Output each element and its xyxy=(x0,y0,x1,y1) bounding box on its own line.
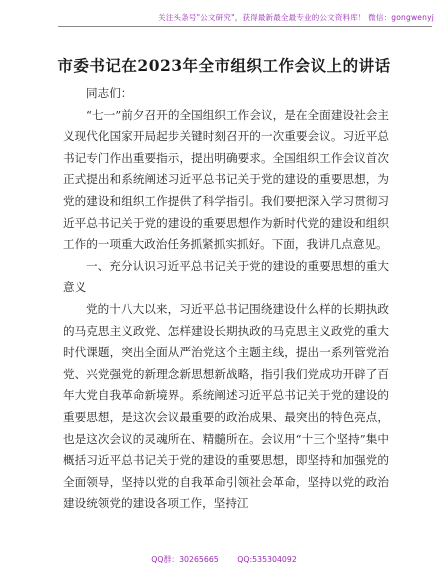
header-note: 关注头条号"公文研究"，获得最新最全最专业的公文资料库！ 微信：gongwenyj xyxy=(158,13,434,22)
greeting: 同志们： xyxy=(86,86,133,100)
header-divider xyxy=(58,26,432,27)
section-heading-1: 一、充分认识习近平总书记关于党的建设的重要思想的重大意义 xyxy=(63,258,389,295)
page-title: 市委书记在2023年全市组织工作会议上的讲话 xyxy=(57,56,391,75)
footer-qq: QQ:535304092 xyxy=(237,555,297,564)
document-body xyxy=(63,83,389,515)
footer-qq-group: QQ群：30265665 xyxy=(151,555,219,564)
paragraph-intro: “七一”前夕召开的全国组织工作会议，是在全面建设社会主义现代化国家开局起步关键时刻召开的一次重要会议。习近平总书记专门作出重要指示，提出明确要求。全国组织工作会议首次正式提出和系统阐述习近平总书记关于党的建设的重要思想，为党的建设和组织工作提供了科学指引。我们要把深入学习贯彻习近平总书记关于党的建设的重要思想作为新时代党的建设和组织工作的一项重大政治任务抓紧抓实抓好。下面，我讲几点意见。 xyxy=(63,107,389,252)
paragraph-section-1: 党的十八大以来，习近平总书记围绕建设什么样的长期执政的马克思主义政党、怎样建设长期执政的马克思主义政党的重大时代课题，突出全面从严治党这个主题主线，提出一系列管党治党、兴党强党的新理念新思想新战略，指引我们党成功开辟了百年大党自我革命新境界。系统阐述习近平总书记关于党的建设的重要思想，是这次会议最重要的政治成果、最突出的特色亮点，也是这次会议的灵魂所在、精髓所在。会议用“十三个坚持”集中概括习近平总书记关于党的建设的重要思想，即坚持和加强党的全面领导，坚持以党的自我革命引领社会革命，坚持以党的政治建设统领党的建设各项工作，坚持江 xyxy=(63,301,389,511)
footer-contact xyxy=(0,554,448,565)
